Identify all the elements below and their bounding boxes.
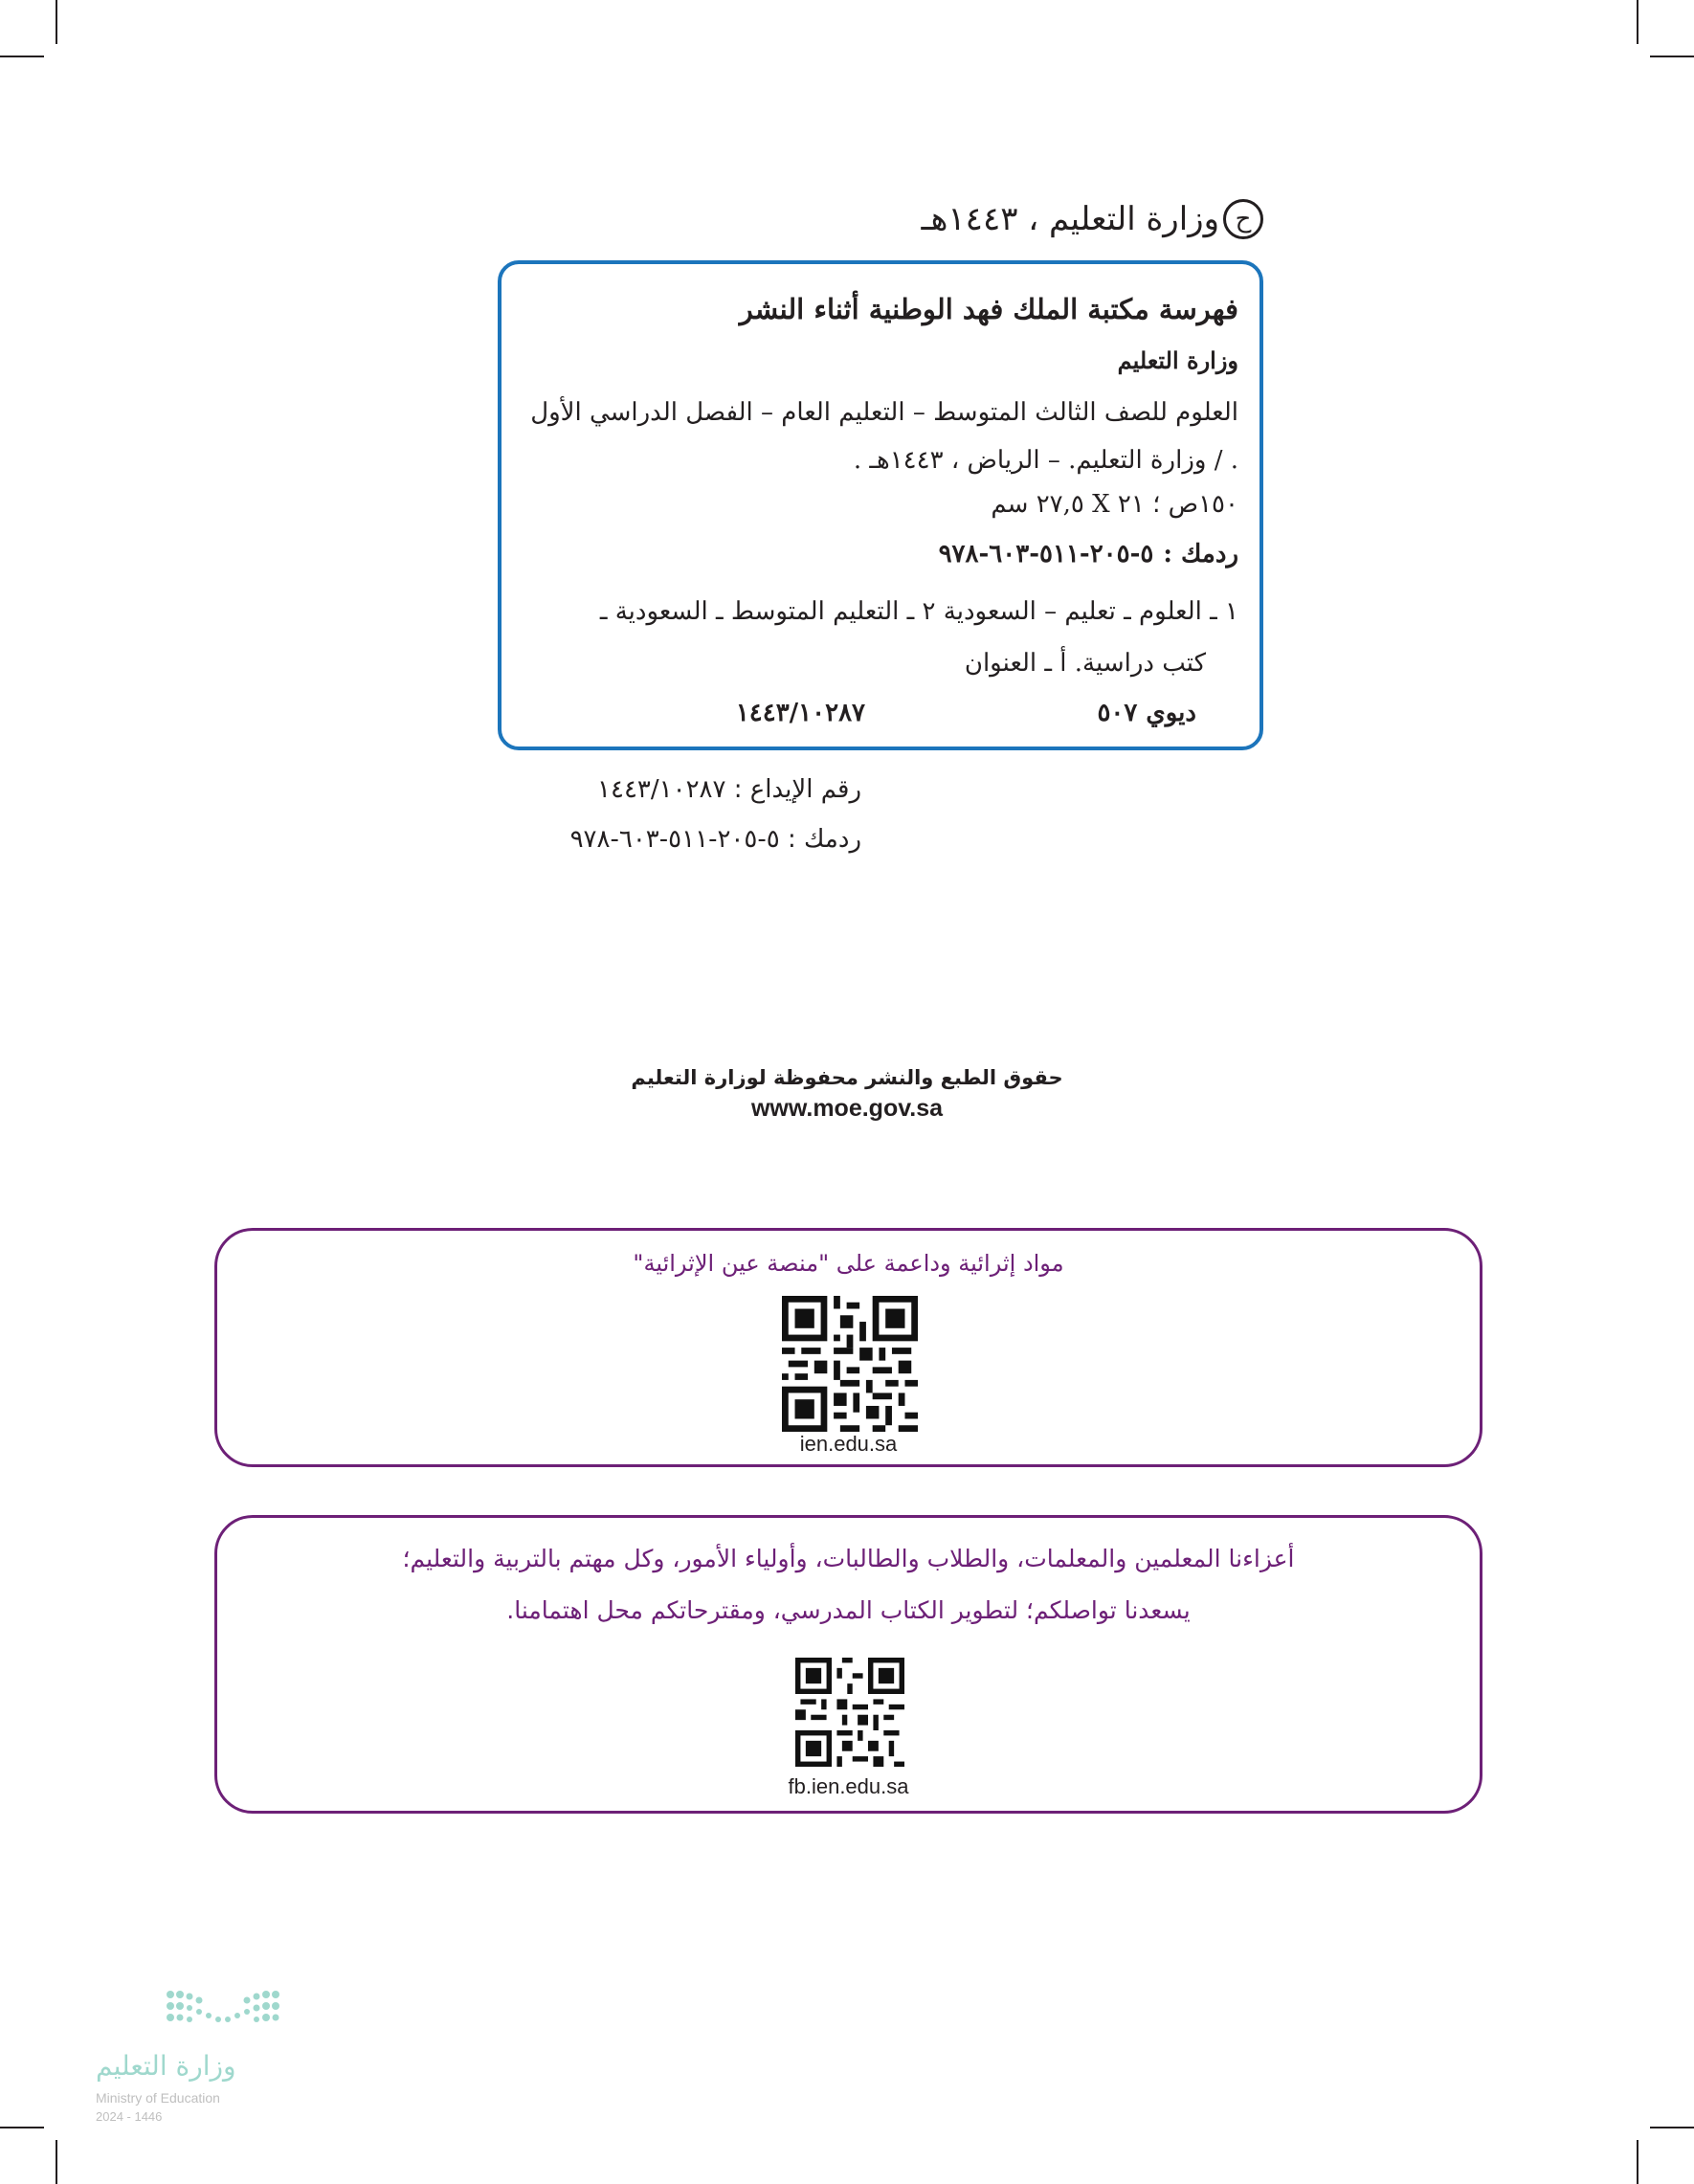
cip-isbn (939, 540, 1238, 568)
cip-isbn-value: ٥-٢٠٥-٥١١-٦٠٣-٩٧٨ (938, 540, 1154, 568)
cip-title-line1: العلوم للصف الثالث المتوسط – التعليم العام – الفصل الدراسي الأول (530, 398, 1238, 427)
crop-mark (56, 0, 57, 44)
ministry-logo-years: 2024 - 1446 (96, 2109, 163, 2124)
ministry-logo-english: Ministry of Education (96, 2090, 220, 2106)
feedback-url[interactable]: fb.ien.edu.sa (788, 1774, 909, 1798)
rights-section (0, 1066, 1694, 1123)
cip-author: وزارة التعليم (1117, 346, 1238, 374)
deposit-number: رقم الإيداع : ١٤٤٣/١٠٢٨٧ (597, 775, 861, 804)
cip-subjects-line2: كتب دراسية. أ ـ العنوان (964, 649, 1206, 678)
crop-mark (0, 2127, 44, 2128)
feedback-line2: يسعدنا تواصلكم؛ لتطوير الكتاب المدرسي، ومقترحاتكم محل اهتمامنا. (506, 1596, 1191, 1624)
cip-dewey: ديوي ٥٠٧ (1097, 699, 1196, 727)
copyright-text: وزارة التعليم ، ١٤٤٣هـ (921, 200, 1219, 238)
ien-url[interactable]: ien.edu.sa (799, 1432, 898, 1456)
crop-mark (1637, 2140, 1638, 2184)
isbn-line: ردمك : ٥-٢٠٥-٥١١-٦٠٣-٩٧٨ (569, 825, 861, 854)
crop-mark (1650, 56, 1694, 57)
copyright-heading (922, 199, 1263, 239)
feedback-line1: أعزاءنا المعلمين والمعلمات، والطلاب والطالبات، وأولياء الأمور، وكل مهتم بالتربية والتعليم؛ (402, 1545, 1295, 1572)
ien-platform-box (214, 1228, 1482, 1467)
qr-code-icon[interactable] (795, 1658, 904, 1767)
cataloging-box (498, 260, 1263, 750)
cip-deposit: ١٤٤٣/١٠٢٨٧ (735, 699, 865, 727)
feedback-box (214, 1515, 1482, 1814)
ien-text: مواد إثرائية وداعمة على "منصة عين الإثرائية" (633, 1250, 1064, 1277)
cip-isbn-label: ردمك : (1163, 540, 1238, 568)
crop-mark (56, 2140, 57, 2184)
copyright-symbol: ح (1223, 199, 1263, 239)
cip-pages: ١٥٠ص ؛ ٢١ X ٢٧,٥ سم (991, 490, 1238, 519)
ministry-logo-arabic: وزارة التعليم (96, 2050, 236, 2082)
ministry-logo (92, 1985, 322, 2128)
cip-heading: فهرسة مكتبة الملك فهد الوطنية أثناء النشر (739, 293, 1238, 325)
qr-code-icon[interactable] (782, 1296, 918, 1432)
cip-subjects-line1: ١ ـ العلوم ـ تعليم – السعودية ٢ ـ التعليم المتوسط ـ السعودية ـ (599, 597, 1238, 626)
ministry-logo-icon (92, 1985, 322, 2042)
rights-text: حقوق الطبع والنشر محفوظة لوزارة التعليم (631, 1066, 1063, 1089)
crop-mark (0, 56, 44, 57)
cip-title-line2: . / وزارة التعليم. – الرياض ، ١٤٤٣هـ . (853, 446, 1238, 475)
crop-mark (1637, 0, 1638, 44)
website-link[interactable]: www.moe.gov.sa (750, 1095, 944, 1122)
crop-mark (1650, 2127, 1694, 2128)
